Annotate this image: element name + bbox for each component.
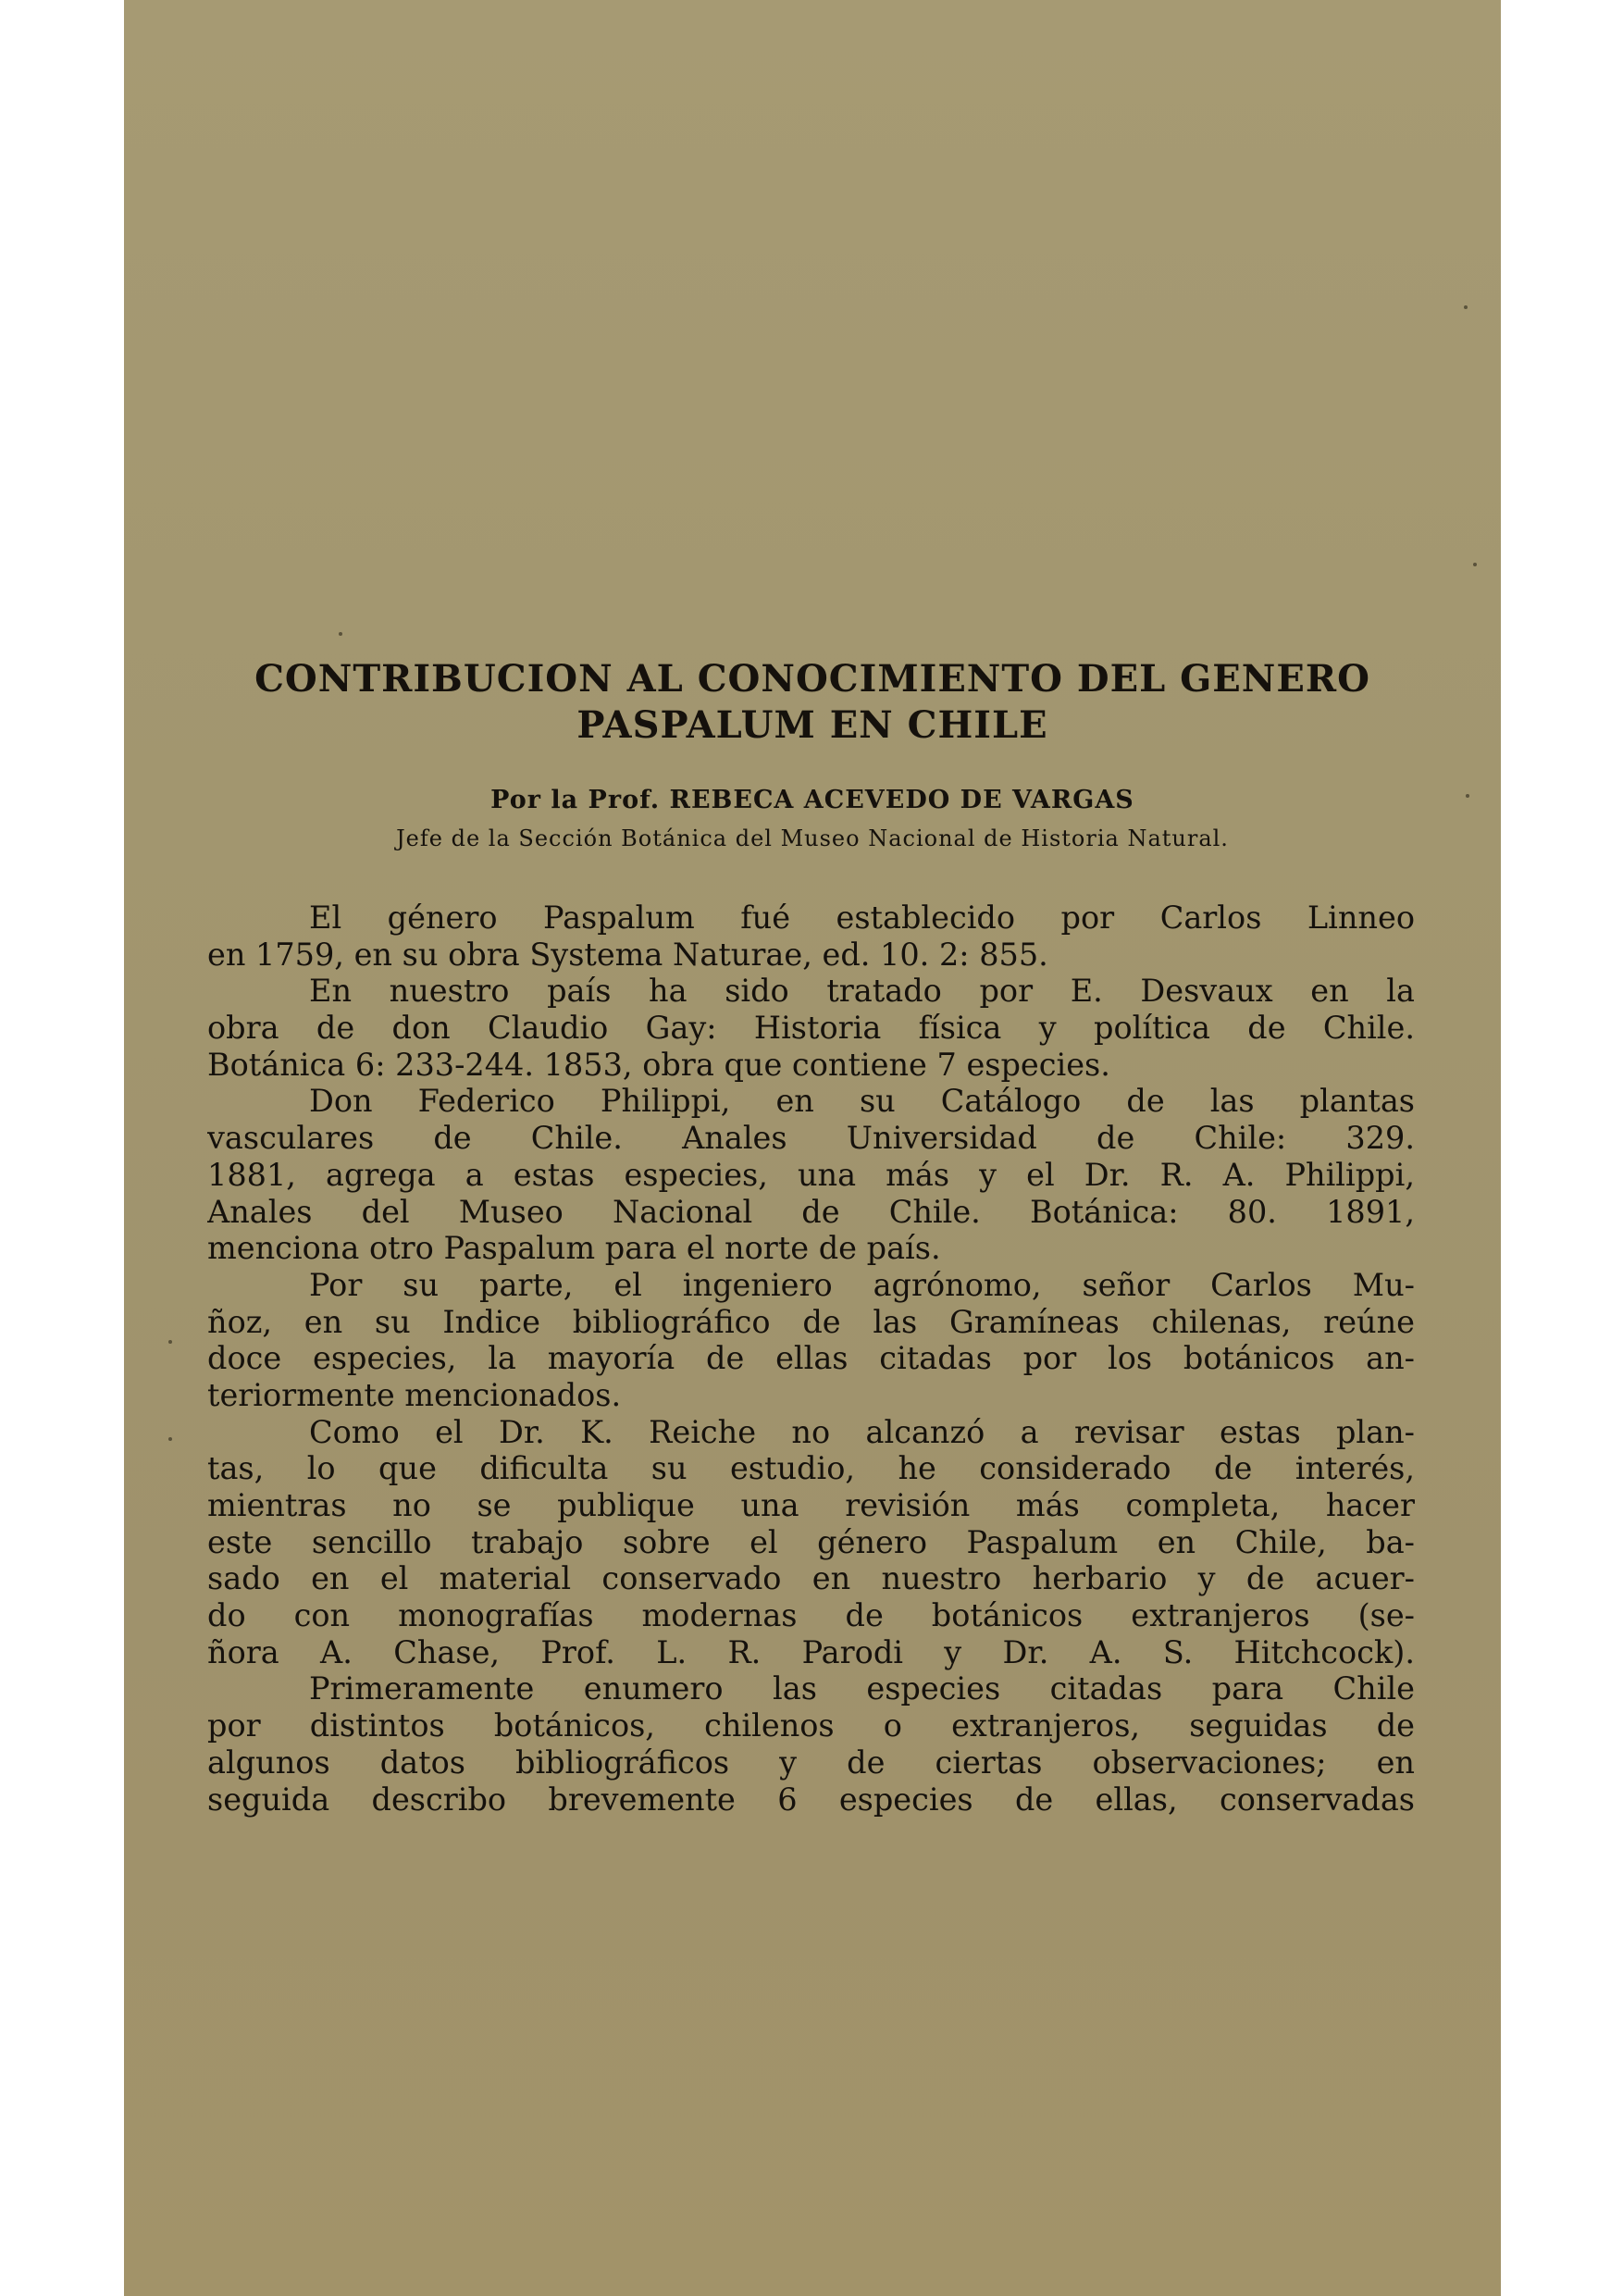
body-line: doce especies, la mayoría de ellas citadas por los botánicos an- [207, 1340, 1415, 1377]
body-line: El género Paspalum fué establecido por Carlos Linneo [309, 900, 1415, 936]
body-line: mientras no se publique una revisión más completa, hacer [207, 1487, 1415, 1523]
body-line: por distintos botánicos, chilenos o extranjeros, seguidas de [207, 1707, 1415, 1744]
scan-speck [168, 1437, 172, 1441]
body-line: este sencillo trabajo sobre el género Paspalum en Chile, ba- [207, 1523, 1415, 1560]
body-line: Primeramente enumero las especies citadas para Chile [309, 1670, 1415, 1707]
body-line: seguida describo brevemente 6 especies de ellas, conservadas [207, 1781, 1415, 1818]
body-line: vasculares de Chile. Anales Universidad de Chile: 329. [207, 1120, 1415, 1157]
body-line: teriormente mencionados. [207, 1376, 622, 1413]
body-line: Don Federico Philippi, en su Catálogo de las plantas [309, 1083, 1415, 1120]
paper-sheet [124, 0, 1501, 2296]
body-line: ñoz, en su Indice bibliográfico de las Gramíneas chilenas, reúne [207, 1303, 1415, 1340]
body-line: 1881, agrega a estas especies, una más y el Dr. R. A. Philippi, [207, 1156, 1415, 1193]
body-line: En nuestro país ha sido tratado por E. Desvaux en la [309, 973, 1415, 1010]
author-byline: Por la Prof. REBECA ACEVEDO DE VARGAS [490, 786, 1134, 814]
body-line: Botánica 6: 233-244. 1853, obra que contiene 7 especies. [207, 1046, 1110, 1083]
body-line: Por su parte, el ingeniero agrónomo, señor Carlos Mu- [309, 1266, 1415, 1303]
body-line: menciona otro Paspalum para el norte de país. [207, 1230, 941, 1267]
scan-speck [1466, 794, 1469, 798]
scan-speck [1464, 305, 1468, 309]
body-line: sado en el material conservado en nuestro herbario y de acuer- [207, 1560, 1415, 1597]
body-line: obra de don Claudio Gay: Historia física y política de Chile. [207, 1010, 1415, 1047]
body-line: algunos datos bibliográficos y de ciertas observaciones; en [207, 1744, 1415, 1781]
article-body [207, 900, 1415, 1818]
body-line: Como el Dr. K. Reiche no alcanzó a revisar estas plan- [309, 1413, 1415, 1450]
body-line: en 1759, en su obra Systema Naturae, ed. 10. 2: 855. [207, 936, 1048, 973]
body-line: do con monografías modernas de botánicos extranjeros (se- [207, 1597, 1415, 1634]
scan-speck [168, 1340, 172, 1344]
article-title-line-1: CONTRIBUCION AL CONOCIMIENTO DEL GENERO [254, 657, 1370, 701]
article-title-line-2: PASPALUM EN CHILE [576, 703, 1048, 747]
body-line: tas, lo que dificulta su estudio, he considerado de interés, [207, 1450, 1415, 1487]
scan-speck [339, 632, 342, 636]
author-affiliation: Jefe de la Sección Botánica del Museo Nacional de Historia Natural. [396, 825, 1229, 851]
scan-speck [1473, 563, 1477, 566]
body-line: Anales del Museo Nacional de Chile. Botánica: 80. 1891, [207, 1193, 1415, 1230]
body-line: ñora A. Chase, Prof. L. R. Parodi y Dr. A. S. Hitchcock). [207, 1633, 1415, 1670]
